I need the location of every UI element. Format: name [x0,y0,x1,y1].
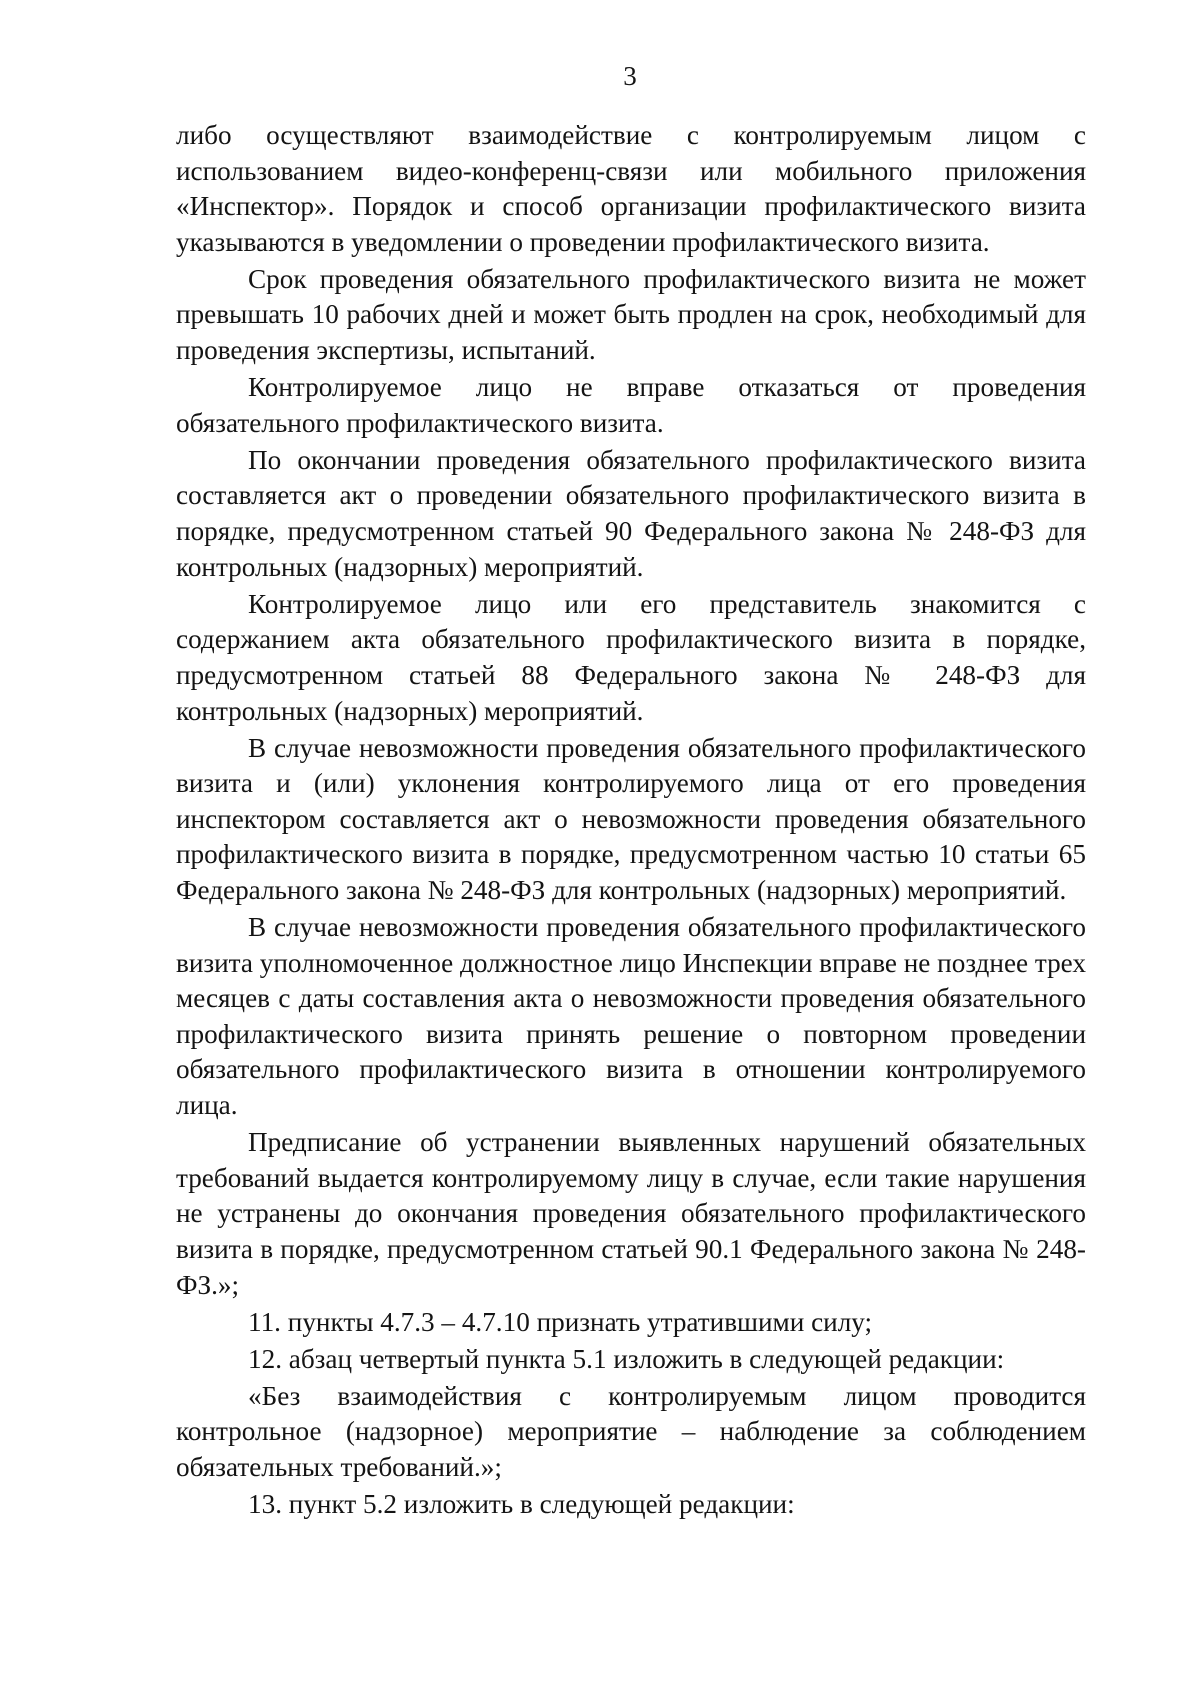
paragraph-quoted-amendment: «Без взаимодействия с контролируемым лицом проводится контрольное (надзорное) мероприятие – наблюдение за соблюдением обязательных требований.»; [176,1380,1086,1482]
paragraph-act-familiarization: Контролируемое лицо или его представитель знакомится с содержанием акта обязательного профилактического визита в порядке, предусмотренном статьей 88 Федерального закона № 248-ФЗ для контрольных (надзорных) мероприятий. [176,588,1086,726]
paragraph-visit-act: По окончании проведения обязательного профилактического визита составляется акт о проведении обязательного профилактического визита в порядке, предусмотренном статьей 90 Федерального закона № 248-ФЗ для контрольных (надзорных) мероприятий. [176,444,1086,582]
document-body [176,118,1086,1524]
paragraph-visit-duration: Срок проведения обязательного профилактического визита не может превышать 10 рабочих дней и может быть продлен на срок, необходимый для проведения экспертизы, испытаний. [176,263,1086,366]
paragraph-item-13: 13. пункт 5.2 изложить в следующей редакции: [248,1489,795,1520]
paragraph-repeat-visit: В случае невозможности проведения обязательного профилактического визита уполномоченное должностное лицо Инспекции вправе не позднее трех месяцев с даты составления акта о невозможности проведения обязательного профилактического визита принять решение о повторном проведении обязательного профилактического визита в отношении контролируемого лица. [176,912,1086,1121]
paragraph-item-11: 11. пункты 4.7.3 – 4.7.10 признать утратившими силу; [248,1306,873,1337]
paragraph-no-refusal: Контролируемое лицо не вправе отказаться от проведения обязательного профилактического визита. [176,372,1086,438]
paragraph-impossibility-act: В случае невозможности проведения обязательного профилактического визита и (или) уклонения контролируемого лица от его проведения инспектором составляется акт о невозможности проведения обязательного профилактического визита в порядке, предусмотренном частью 10 статьи 65 Федерального закона № 248-ФЗ для контрольных (надзорных) мероприятий. [176,732,1086,905]
page-number: 3 [623,61,637,91]
paragraph-continuation: либо осуществляют взаимодействие с контролируемым лицом с использованием видео-конференц-связи или мобильного приложения «Инспектор». Порядок и способ организации профилактического визита указываются в уведомлении о проведении профилактического визита. [176,120,1086,257]
paragraph-item-12: 12. абзац четвертый пункта 5.1 изложить в следующей редакции: [248,1343,1005,1374]
paragraph-prescription: Предписание об устранении выявленных нарушений обязательных требований выдается контролируемому лицу в случае, если такие нарушения не устранены до окончания проведения обязательного профилактического визита в порядке, предусмотренном статьей 90.1 Федерального закона № 248-ФЗ.»; [176,1127,1086,1300]
